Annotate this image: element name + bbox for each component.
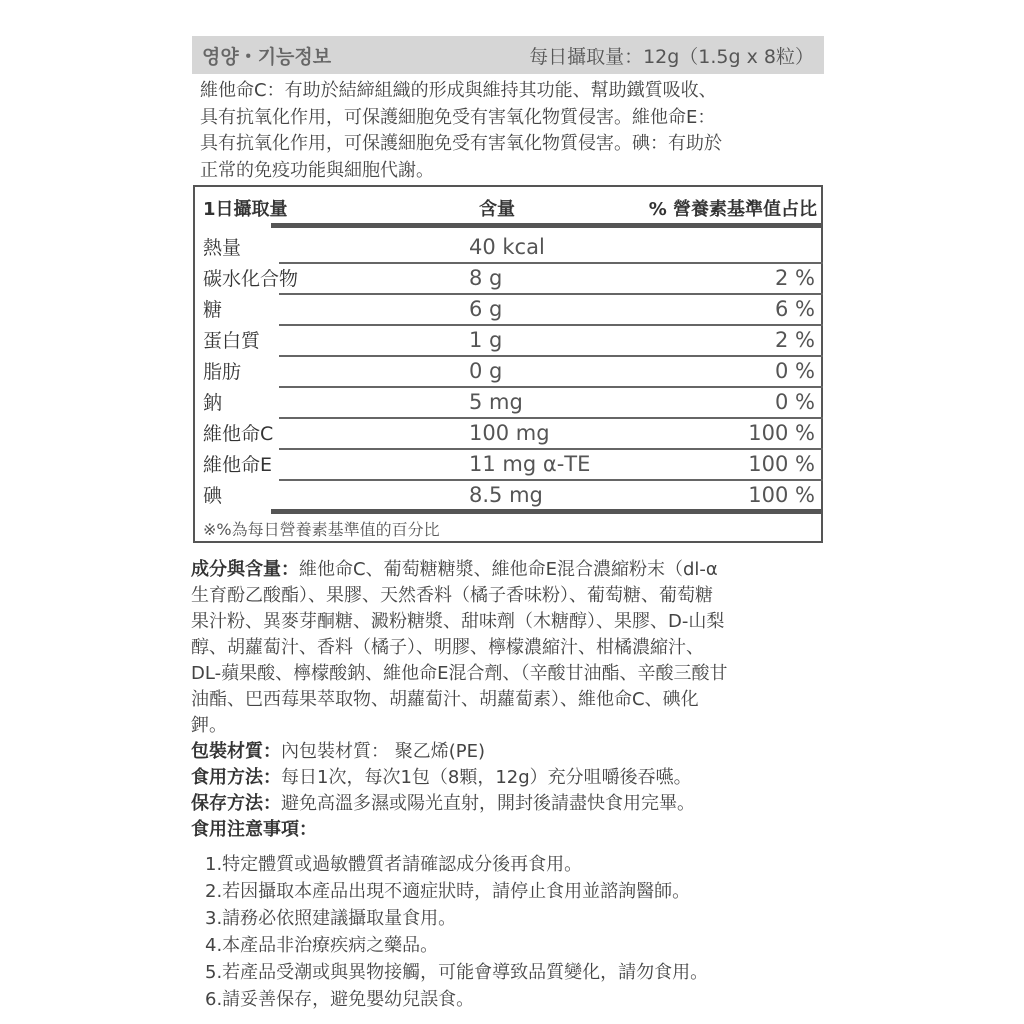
row-name: 維他命E xyxy=(203,454,273,476)
storage-label: 保存方法： xyxy=(191,793,281,814)
row-name: 蛋白質 xyxy=(203,330,261,352)
precautions-label: 食用注意事項： xyxy=(191,819,317,840)
row-name: 鈉 xyxy=(203,392,223,414)
ingredients-line: 生育酚乙酸酯）、果膠、天然香料（橘子香味粉）、葡萄糖、葡萄糖 xyxy=(191,585,713,606)
header-divider xyxy=(271,223,821,228)
function-line: 具有抗氧化作用，可保護細胞免受有害氧化物質侵害。維他命E： xyxy=(200,106,716,128)
ingredients-line: 維他命C、葡萄糖糖漿、維他命E混合濃縮粉末（dl-α xyxy=(299,559,718,580)
usage-label: 食用方法： xyxy=(191,767,281,788)
row-pct: 100 % xyxy=(748,452,815,476)
precautions-heading xyxy=(191,817,839,843)
col-amount: 含量 xyxy=(479,199,515,220)
usage-text: 每日1次，每次1包（8顆，12g）充分咀嚼後吞嚥。 xyxy=(281,767,692,788)
table-row xyxy=(203,295,823,326)
packaging-label: 包裝材質： xyxy=(191,741,281,762)
ingredients-line: 油酯、巴西莓果萃取物、胡蘿蔔汁、胡蘿蔔素）、維他命C、碘化 xyxy=(191,689,699,710)
storage xyxy=(191,791,839,817)
row-name: 熱量 xyxy=(203,237,242,259)
storage-text: 避免高溫多濕或陽光直射，開封後請盡快食用完畢。 xyxy=(281,793,695,814)
list-item: 2.若因攝取本產品出現不適症狀時，請停止食用並諮詢醫師。 xyxy=(205,881,691,902)
row-amount: 100 mg xyxy=(469,421,550,445)
table-row xyxy=(203,233,823,264)
row-amount: 0 g xyxy=(469,359,503,383)
table-row xyxy=(203,388,823,419)
row-pct: 2 % xyxy=(775,266,815,290)
function-claims xyxy=(200,78,830,184)
footer-divider xyxy=(271,509,821,514)
function-line: 具有抗氧化作用，可保護細胞免受有害氧化物質侵害。碘：有助於 xyxy=(200,133,722,154)
row-pct: 100 % xyxy=(748,421,815,445)
header-title: 영양・기능정보 xyxy=(202,45,332,68)
ingredients-label: 成分與含量： xyxy=(191,559,299,580)
col-item: 1日攝取量 xyxy=(203,199,288,220)
list-item: 1.特定體質或過敏體質者請確認成分後再食用。 xyxy=(205,854,583,875)
list-item: 6.請妥善保存，避免嬰幼兒誤食。 xyxy=(205,989,475,1010)
packaging xyxy=(191,739,839,765)
row-pct: 0 % xyxy=(775,390,815,414)
table-row xyxy=(203,481,823,512)
row-amount: 8 g xyxy=(469,266,503,290)
ingredients-line: 果汁粉、異麥芽酮糖、澱粉糖漿、甜味劑（木糖醇）、果膠、D-山梨 xyxy=(191,611,725,632)
table-row xyxy=(203,264,823,295)
row-amount: 1 g xyxy=(469,328,503,352)
row-name: 維他命C xyxy=(203,423,274,445)
row-amount: 11 mg α-TE xyxy=(469,452,591,476)
table-row xyxy=(203,357,823,388)
ingredients-line: DL-蘋果酸、檸檬酸鈉、維他命E混合劑、（辛酸甘油酯、辛酸三酸甘 xyxy=(191,663,728,684)
ingredients-line: 醇、胡蘿蔔汁、香料（橘子）、明膠、檸檬濃縮汁、柑橘濃縮汁、 xyxy=(191,637,704,658)
row-amount: 40 kcal xyxy=(469,235,545,259)
nutrition-table xyxy=(193,185,823,543)
list-item: 4.本產品非治療疾病之藥品。 xyxy=(205,935,439,956)
row-pct: 6 % xyxy=(775,297,815,321)
daily-intake: 每日攝取量：12g（1.5g x 8粒） xyxy=(529,45,814,68)
list-item: 5.若產品受潮或與異物接觸，可能會導致品質變化，請勿食用。 xyxy=(205,962,709,983)
table-row xyxy=(203,326,823,357)
row-name: 糖 xyxy=(203,299,223,321)
precautions-list xyxy=(205,851,708,1013)
product-details xyxy=(191,557,839,843)
function-line: 維他命C：有助於結締組織的形成與維持其功能、幫助鐵質吸收、 xyxy=(200,80,717,101)
row-name: 脂肪 xyxy=(203,361,242,383)
row-pct: 0 % xyxy=(775,359,815,383)
table-row xyxy=(203,450,823,481)
row-amount: 8.5 mg xyxy=(469,483,543,507)
ingredients xyxy=(191,557,839,583)
table-row xyxy=(203,419,823,450)
function-line: 正常的免疫功能與細胞代謝。 xyxy=(200,159,434,181)
row-pct: 100 % xyxy=(748,483,815,507)
row-pct: 2 % xyxy=(775,328,815,352)
usage xyxy=(191,765,839,791)
row-amount: 6 g xyxy=(469,297,503,321)
info-header xyxy=(192,36,824,74)
row-name: 碳水化合物 xyxy=(203,268,299,290)
list-item: 3.請務必依照建議攝取量食用。 xyxy=(205,908,457,929)
packaging-text: 內包裝材質： 聚乙烯(PE) xyxy=(281,741,485,762)
row-amount: 5 mg xyxy=(469,390,523,414)
row-name: 碘 xyxy=(203,485,223,507)
table-note: ※%為每日營養素基準值的百分比 xyxy=(203,520,440,539)
ingredients-line: 鉀。 xyxy=(191,715,227,736)
col-pct: % 營養素基準值占比 xyxy=(648,199,817,220)
